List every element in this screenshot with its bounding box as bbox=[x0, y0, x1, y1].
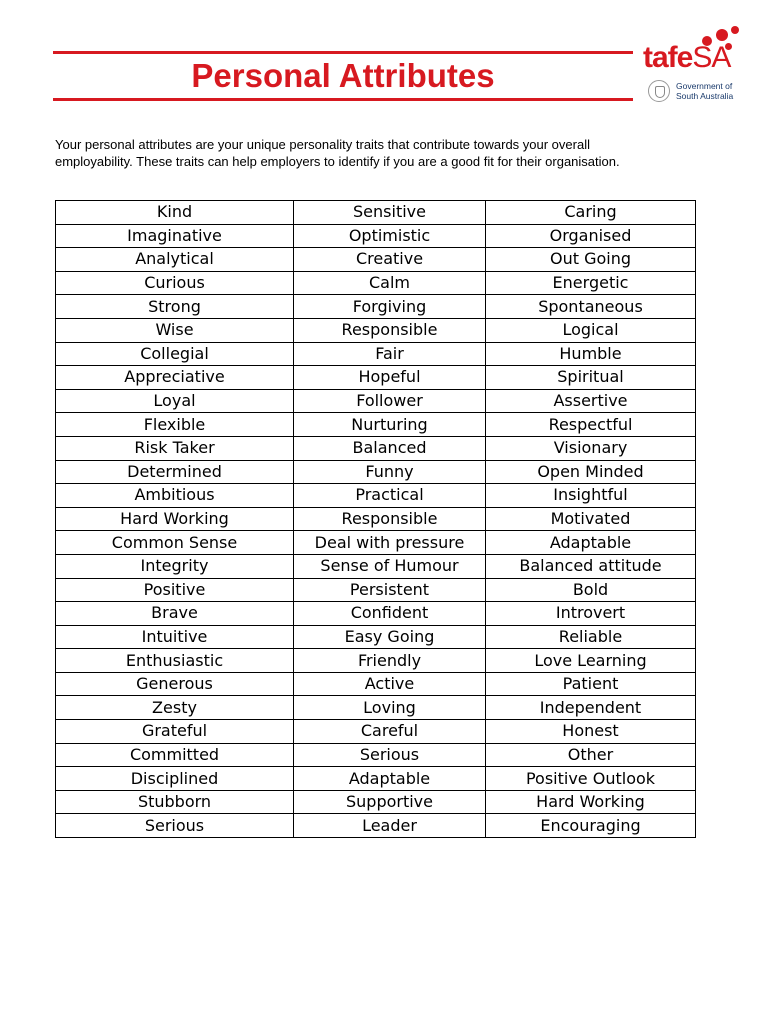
tafesa-logo bbox=[640, 24, 750, 110]
table-cell: Serious bbox=[294, 743, 486, 767]
table-cell: Leader bbox=[294, 814, 486, 838]
table-cell: Logical bbox=[486, 318, 696, 342]
table-cell: Committed bbox=[56, 743, 294, 767]
table-cell: Loving bbox=[294, 696, 486, 720]
table-cell: Positive Outlook bbox=[486, 767, 696, 791]
table-cell: Responsible bbox=[294, 318, 486, 342]
table-cell: Integrity bbox=[56, 554, 294, 578]
table-cell: Risk Taker bbox=[56, 436, 294, 460]
table-cell: Spiritual bbox=[486, 366, 696, 390]
table-cell: Calm bbox=[294, 271, 486, 295]
table-cell: Kind bbox=[56, 201, 294, 225]
table-cell: Careful bbox=[294, 720, 486, 744]
table-row bbox=[56, 625, 696, 649]
table-row bbox=[56, 436, 696, 460]
table-cell: Sense of Humour bbox=[294, 554, 486, 578]
table-cell: Determined bbox=[56, 460, 294, 484]
table-cell: Generous bbox=[56, 672, 294, 696]
table-row bbox=[56, 672, 696, 696]
table-cell: Intuitive bbox=[56, 625, 294, 649]
table-cell: Respectful bbox=[486, 413, 696, 437]
table-cell: Follower bbox=[294, 389, 486, 413]
table-cell: Out Going bbox=[486, 248, 696, 272]
table-cell: Zesty bbox=[56, 696, 294, 720]
table-cell: Practical bbox=[294, 484, 486, 508]
table-cell: Funny bbox=[294, 460, 486, 484]
table-cell: Appreciative bbox=[56, 366, 294, 390]
table-cell: Forgiving bbox=[294, 295, 486, 319]
table-cell: Love Learning bbox=[486, 649, 696, 673]
table-row bbox=[56, 318, 696, 342]
table-cell: Independent bbox=[486, 696, 696, 720]
table-cell: Honest bbox=[486, 720, 696, 744]
intro-paragraph: Your personal attributes are your unique personality traits that contribute towards your overall employability. These traits can help employers to identify if you are a good fit for their organisation. bbox=[55, 137, 620, 169]
table-cell: Flexible bbox=[56, 413, 294, 437]
attributes-table-body bbox=[56, 201, 696, 838]
table-row bbox=[56, 224, 696, 248]
table-row bbox=[56, 767, 696, 791]
crest-icon bbox=[648, 80, 670, 102]
logo-wordmark: tafeSA bbox=[643, 41, 731, 74]
table-cell: Grateful bbox=[56, 720, 294, 744]
table-cell: Adaptable bbox=[294, 767, 486, 791]
table-cell: Brave bbox=[56, 602, 294, 626]
table-cell: Confident bbox=[294, 602, 486, 626]
table-cell: Optimistic bbox=[294, 224, 486, 248]
table-cell: Adaptable bbox=[486, 531, 696, 555]
table-cell: Balanced bbox=[294, 436, 486, 460]
table-cell: Open Minded bbox=[486, 460, 696, 484]
table-row bbox=[56, 790, 696, 814]
table-row bbox=[56, 531, 696, 555]
government-text: Government of South Australia bbox=[676, 81, 734, 101]
table-row bbox=[56, 248, 696, 272]
table-row bbox=[56, 295, 696, 319]
table-cell: Visionary bbox=[486, 436, 696, 460]
table-cell: Disciplined bbox=[56, 767, 294, 791]
table-row bbox=[56, 342, 696, 366]
page-title: Personal Attributes bbox=[191, 57, 495, 94]
table-cell: Assertive bbox=[486, 389, 696, 413]
table-row bbox=[56, 484, 696, 508]
table-cell: Hopeful bbox=[294, 366, 486, 390]
table-row bbox=[56, 366, 696, 390]
table-cell: Fair bbox=[294, 342, 486, 366]
logo-dot-icon bbox=[731, 26, 739, 34]
table-cell: Bold bbox=[486, 578, 696, 602]
government-badge bbox=[648, 78, 748, 104]
table-cell: Energetic bbox=[486, 271, 696, 295]
table-cell: Sensitive bbox=[294, 201, 486, 225]
table-cell: Reliable bbox=[486, 625, 696, 649]
table-cell: Encouraging bbox=[486, 814, 696, 838]
table-cell: Enthusiastic bbox=[56, 649, 294, 673]
table-cell: Deal with pressure bbox=[294, 531, 486, 555]
table-cell: Easy Going bbox=[294, 625, 486, 649]
table-cell: Hard Working bbox=[486, 790, 696, 814]
title-top-rule bbox=[53, 51, 633, 54]
table-cell: Active bbox=[294, 672, 486, 696]
table-cell: Humble bbox=[486, 342, 696, 366]
table-cell: Responsible bbox=[294, 507, 486, 531]
table-cell: Persistent bbox=[294, 578, 486, 602]
table-cell: Hard Working bbox=[56, 507, 294, 531]
table-cell: Patient bbox=[486, 672, 696, 696]
table-cell: Serious bbox=[56, 814, 294, 838]
table-cell: Collegial bbox=[56, 342, 294, 366]
table-cell: Stubborn bbox=[56, 790, 294, 814]
table-cell: Supportive bbox=[294, 790, 486, 814]
table-cell: Wise bbox=[56, 318, 294, 342]
table-row bbox=[56, 413, 696, 437]
table-cell: Spontaneous bbox=[486, 295, 696, 319]
table-cell: Nurturing bbox=[294, 413, 486, 437]
table-cell: Introvert bbox=[486, 602, 696, 626]
table-row bbox=[56, 578, 696, 602]
table-row bbox=[56, 271, 696, 295]
table-row bbox=[56, 649, 696, 673]
table-row bbox=[56, 389, 696, 413]
table-cell: Other bbox=[486, 743, 696, 767]
table-cell: Friendly bbox=[294, 649, 486, 673]
table-row bbox=[56, 720, 696, 744]
table-cell: Curious bbox=[56, 271, 294, 295]
table-cell: Organised bbox=[486, 224, 696, 248]
table-cell: Balanced attitude bbox=[486, 554, 696, 578]
table-cell: Ambitious bbox=[56, 484, 294, 508]
table-row bbox=[56, 201, 696, 225]
table-cell: Loyal bbox=[56, 389, 294, 413]
table-cell: Strong bbox=[56, 295, 294, 319]
table-row bbox=[56, 507, 696, 531]
table-cell: Imaginative bbox=[56, 224, 294, 248]
table-row bbox=[56, 743, 696, 767]
table-cell: Positive bbox=[56, 578, 294, 602]
table-cell: Motivated bbox=[486, 507, 696, 531]
table-row bbox=[56, 602, 696, 626]
table-cell: Common Sense bbox=[56, 531, 294, 555]
table-cell: Caring bbox=[486, 201, 696, 225]
table-row bbox=[56, 460, 696, 484]
table-cell: Analytical bbox=[56, 248, 294, 272]
title-bottom-rule bbox=[53, 98, 633, 101]
table-row bbox=[56, 696, 696, 720]
attributes-table bbox=[55, 200, 696, 838]
table-row bbox=[56, 814, 696, 838]
table-cell: Insightful bbox=[486, 484, 696, 508]
table-cell: Creative bbox=[294, 248, 486, 272]
table-row bbox=[56, 554, 696, 578]
